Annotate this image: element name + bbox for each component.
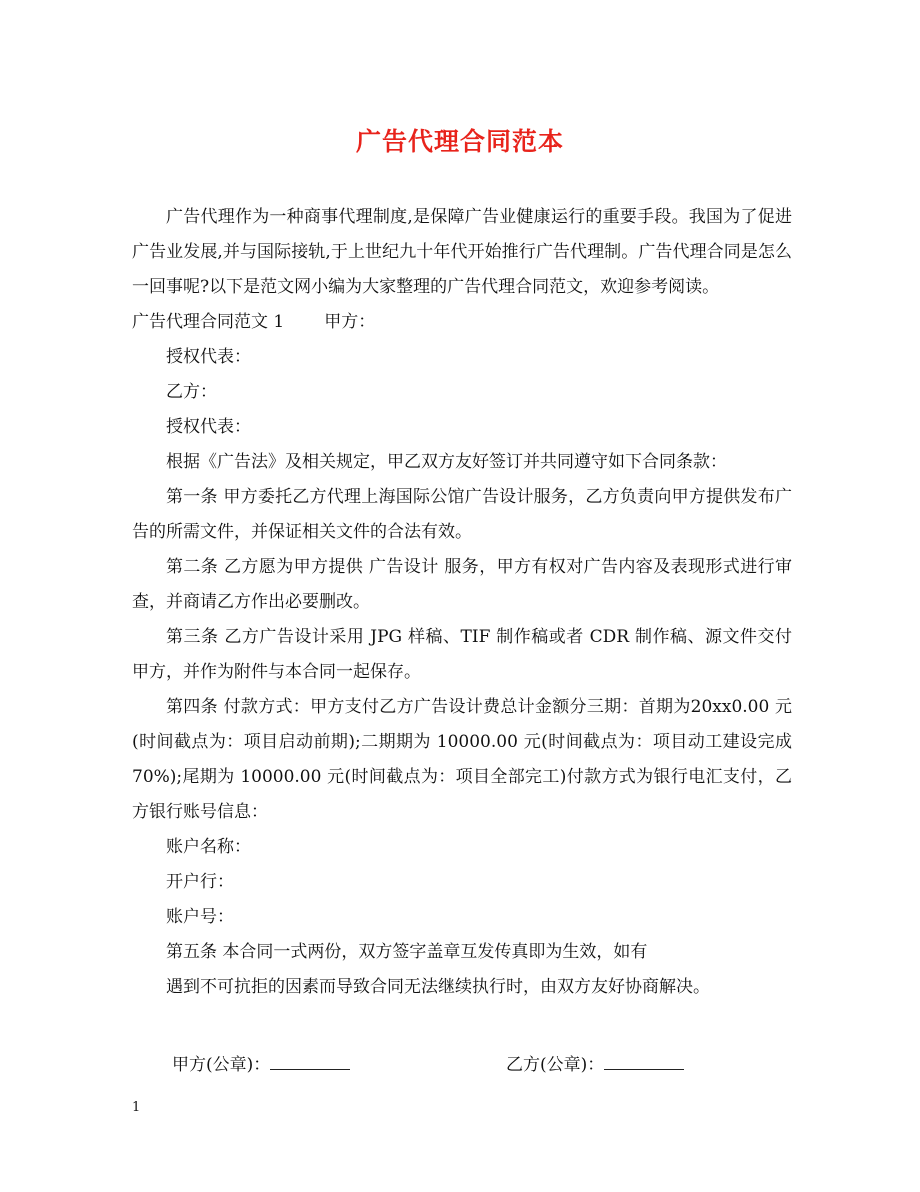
auth-rep-b-label: 授权代表： xyxy=(166,417,251,437)
account-number-label: 账户号： xyxy=(166,907,234,927)
sample-heading-line xyxy=(132,305,792,340)
party-a-seal-label: 甲方(公章)： xyxy=(172,1055,271,1075)
sample-heading: 广告代理合同范文 1 xyxy=(132,312,285,332)
party-a-label: 甲方： xyxy=(324,312,376,332)
preamble-paragraph: 根据《广告法》及相关规定，甲乙双方友好签订并共同遵守如下合同条款： xyxy=(166,452,727,472)
article-1: 第一条 甲方委托乙方代理上海国际公馆广告设计服务，乙方负责向甲方提供发布广告的所需文件，并保证相关文件的合法有效。 xyxy=(132,487,792,542)
account-name-label: 账户名称： xyxy=(166,837,251,857)
party-b-signature-line xyxy=(604,1049,684,1070)
article-5-line-1: 第五条 本合同一式两份，双方签字盖章互发传真即为生效，如有 xyxy=(166,942,648,962)
party-a-signature-line xyxy=(270,1049,350,1070)
article-4: 第四条 付款方式：甲方支付乙方广告设计费总计金额分三期：首期为20xx0.00 元(时间截点为：项目启动前期);二期期为 10000.00 元(时间截点为：项目动工建设完成 70%);尾期为 10000.00 元(时间截点为：项目全部完工)付款方式为银行电汇支付，乙方银行账号信息： xyxy=(132,697,792,822)
party-a-signature xyxy=(172,1048,350,1083)
party-b-seal-label: 乙方(公章)： xyxy=(506,1055,605,1075)
intro-paragraph: 广告代理作为一种商事代理制度,是保障广告业健康运行的重要手段。我国为了促进广告业发展,并与国际接轨,于上世纪九十年代开始推行广告代理制。广告代理合同是怎么一回事呢?以下是范文网小编为大家整理的广告代理合同范文，欢迎参考阅读。 xyxy=(132,207,792,297)
article-3: 第三条 乙方广告设计采用 JPG 样稿、TIF 制作稿或者 CDR 制作稿、源文件交付甲方，并作为附件与本合同一起保存。 xyxy=(132,627,792,682)
bank-label: 开户行： xyxy=(166,872,234,892)
article-5-line-2: 遇到不可抗拒的因素而导致合同无法继续执行时，由双方友好协商解决。 xyxy=(166,977,710,997)
party-b-label: 乙方： xyxy=(166,382,217,402)
document-title: 广告代理合同范本 xyxy=(355,127,564,156)
party-b-signature xyxy=(506,1048,684,1083)
document-body xyxy=(132,200,792,1005)
auth-rep-a-label: 授权代表： xyxy=(166,347,251,367)
page-number: 1 xyxy=(132,1100,141,1115)
article-2: 第二条 乙方愿为甲方提供 广告设计 服务，甲方有权对广告内容及表现形式进行审查，并商请乙方作出必要删改。 xyxy=(132,557,792,612)
